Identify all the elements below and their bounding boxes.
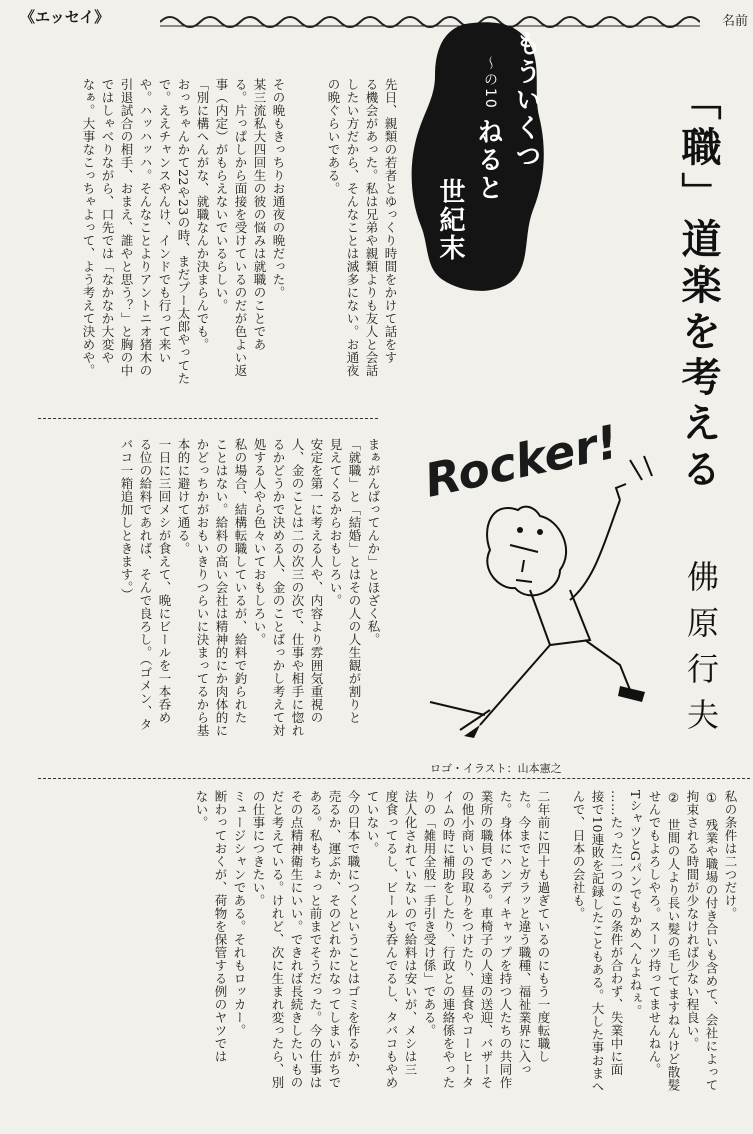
logo-small-number: 〜の10 [482,56,498,110]
name-label: 名前 [722,14,749,29]
logo-line-3: 世紀末 [435,178,465,262]
dotted-divider-top [38,418,378,419]
bottom-text-2: 二年前に四十も過ぎているのにもう一度転職し た。今までとガラッと違う職種、福祉業界に入っ た。身体にハンディキャップを持つ人たちの共同作 業所の職員である。車椅子の人達の送迎、バザーそ の他小商いの段取りをつけたり、昼食やコーヒータ イムの時に補助をしたり、行政との連絡係をやった りの「雑用全般一手引き受け係」である。 法人化されていないので給料は安いが、メシは三 度食ってるし、ビールも呑んでるし、タバコもやめ ていない。 今の日本で職につくということはゴミを作るか、 売るか、運ぶか、そのどれかになってしまいがちで ある。私もちょっと前までそうだった。今の仕事は その点精神衛生にいい。できれば長続きしたいもの だと考えている。けれど、次に生まれ変ったら、別 の仕事につきたい。 ミュージシャンである。それもロッカー。 断わっておくが、荷物を保管する例のヤツでは ない。 [194,790,551,1089]
dotted-divider-bottom [38,778,750,779]
essay-title: 「職」道楽を考える [675,80,721,494]
logo-line-2: ねると [473,118,503,202]
top-text-2: その晩もきっちりお通夜の晩だった。 某三流私大四回生の彼の悩みは就職のことであ る。片っぱしから面接を受けているのだが色よい返 事（内定）がもらえないでいるらしい。 「別に構へんがな、就職なんか決まらんでも。 おっちゃんかて22や23の時、まだプー太郎やってた で。ええチャンスやんけ、インドでも行って来い や。ハッハッハ。そんなことよりアントニオ猪木の 引退試合の相手、おまえ、誰やと思う？」と胸の中 ではしゃべりながら、口先では「なかなか大変や なぁ。大事なこっちゃよって、よう考えて決めや。 [81,78,286,385]
illustration-credit: ロゴ・イラスト：山本憲之 [430,762,562,775]
section-label: 《エッセイ》 [20,8,110,26]
author-name: 佛原行夫 [682,560,720,744]
rocker-lettering: Rocker! [420,414,623,508]
bottom-text-1: 私の条件は二つだけ。 ① 残業や職場の付き合いも含めて、会社によって 拘束される時間が少なければ少ない程良い。 ② 世間の人より長い髪の毛してますねんけど散髪 せんでもよろしやろ。スーツ持ってませんねん。 TシャツとGパンでもかめへんよねぇ。 ……たった二つのこの条件が合わず、失業中に面 接で10連敗を記録したこともある。大した事おまへ んで、日本の会社も。 [571,790,738,1093]
top-text-1: 先日、親類の若者とゆっくり時間をかけて話をす る機会があった。私は兄弟や親類よりも友人と会話 したい方だから、そんなことは滅多にない。お通夜 の晩ぐらいである。 [326,78,398,377]
logo-line-1: もういくつ [511,30,541,170]
middle-text: まぁがんばってんか」とほざく私。 「就職」と「結婚」とはその人の人生観が割りと 見えてくるからおもしろい。 安定を第一に考える人や、内容より雰囲気重視の 人、金のことは二の次三の次で、仕事や相手に惚れ るかどうかで決める人、金のことばっかし考えて対 処する人やら色々いておもしろい。 私の場合、結構転職しているが、給料で釣られた ことはない。給料の高い会社は精神的にか肉体的に かどっちかがおもいきりつらいに決まってるから基 本的に避けて通る。 一日に三回メシが食えて、晩にビールを一本呑め る位の給料であれば、そんで良ろし。（ゴメン、タ バコ一箱追加しときます。） [119,438,381,737]
rocker-illustration [420,440,670,740]
